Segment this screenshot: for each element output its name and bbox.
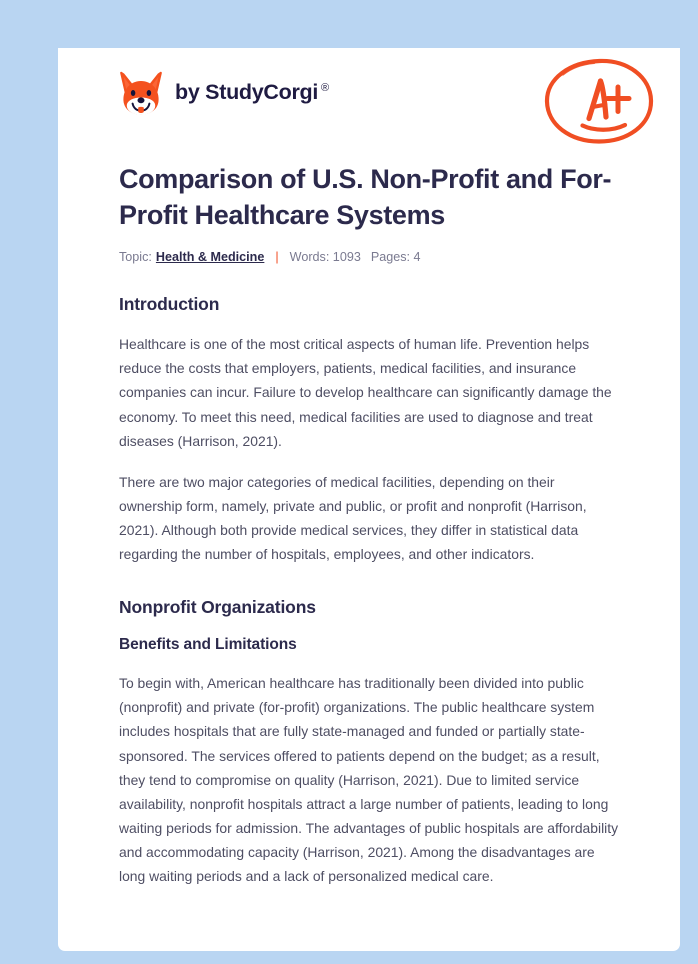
section-heading-nonprofit-organizations: Nonprofit Organizations <box>119 597 316 618</box>
topic-label: Topic: <box>119 249 152 264</box>
word-count: Words: 1093 <box>289 249 361 264</box>
corgi-head-icon <box>119 70 163 116</box>
section-heading-introduction: Introduction <box>119 294 220 315</box>
document-meta <box>119 251 619 264</box>
registered-trademark-icon: ® <box>321 82 329 95</box>
meta-separator: | <box>275 249 279 264</box>
a-plus-grade-icon <box>540 55 658 147</box>
paragraph-benefits-1: To begin with, American healthcare has traditionally been divided into public (nonprofit) and private (for-profit) organizations. The public healthcare system includes hospitals that are fully state-managed and funded or partially state-sponsored. The services offered to patients depend on the budget; as a result, they tend to compromise on quality (Harrison, 2021). Due to limited service availability, nonprofit hospitals attract a large number of patients, leading to long waiting periods for admission. The advantages of public hospitals are affordability and accommodating capacity (Harrison, 2021). Among the disadvantages are long waiting periods and a lack of personalized medical care. <box>119 675 619 885</box>
paragraph-intro-2: There are two major categories of medical facilities, depending on their ownership form, namely, private and public, or profit and nonprofit (Harrison, 2021). Although both provide medical services, they differ in statistical data regarding the number of hospitals, employees, and other indicators. <box>119 473 587 563</box>
section-heading-benefits-and-limitations: Benefits and Limitations <box>119 636 297 654</box>
document-body <box>58 158 680 888</box>
brand-name-label: by StudyCorgi ® <box>175 80 329 105</box>
topic-link[interactable]: Health & Medicine <box>155 249 265 264</box>
paragraph-intro-1: Healthcare is one of the most critical aspects of human life. Prevention helps reduce the costs that employers, patients, medical facilities, and insurance companies can incur. Failure to develop healthcare can significantly damage the economy. To meet this need, medical facilities are used to diagnose and treat diseases (Harrison, 2021). <box>119 336 612 449</box>
studycorgi-brand[interactable] <box>119 70 329 116</box>
page-title: Comparison of U.S. Non-Profit and For-Profit Healthcare Systems <box>119 164 612 230</box>
document-page-sheet <box>58 48 680 951</box>
document-header <box>58 48 680 158</box>
page-count: Pages: 4 <box>370 249 421 264</box>
